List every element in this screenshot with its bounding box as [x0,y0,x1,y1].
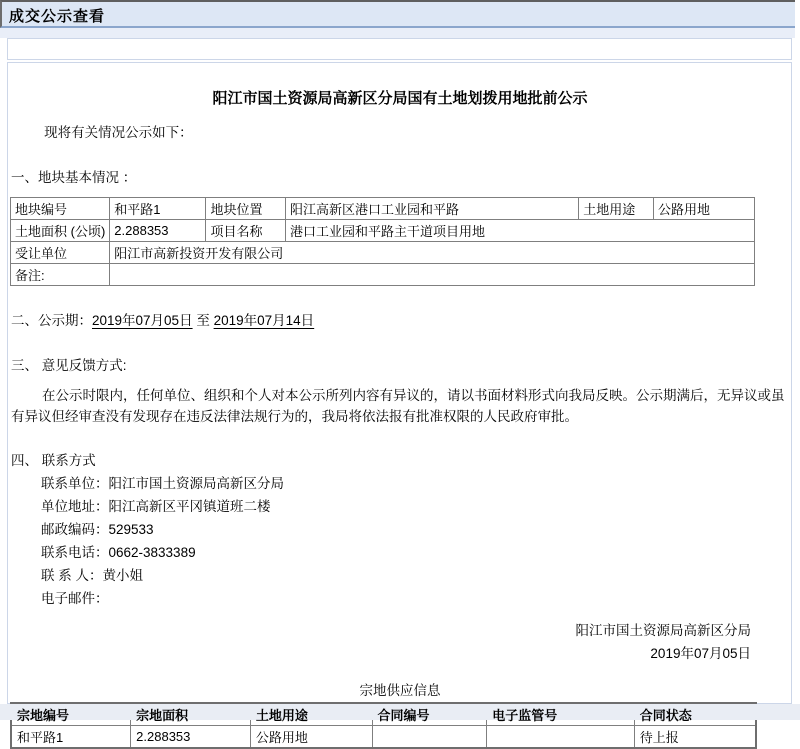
cell-land-use: 公路用地 [250,726,372,749]
publicity-start-date: 2019年07月05日 [92,313,193,328]
parcel-location-value: 阳江高新区港口工业园和平路 [286,198,579,220]
land-use-label: 土地用途 [579,198,654,220]
header-gap-band [0,28,795,38]
feedback-paragraph: 在公示时限内，任何单位、组织和个人对本公示所列内容有异议的，请以书面材料形式向我局反映。公示期满后，无异议或虽有异议但经审查没有发现存在违反法律法规行为的，我局将依法报有批准权限的人民政府审批。 [11,388,785,424]
contact-unit-line: 联系单位：阳江市国土资源局高新区分局 [41,476,284,491]
signature-org: 阳江市国土资源局高新区分局 [575,623,751,638]
phone-line: 联系电话：0662-3833389 [41,545,196,560]
cell-parcel-area: 2.288353 [131,726,251,749]
table-row [11,264,755,286]
table-row [11,242,755,264]
table-row [11,198,755,220]
land-area-value: 2.288353 [110,220,206,242]
parcel-id-value: 和平路1 [110,198,206,220]
land-area-label: 土地面积 (公顷) [11,220,110,242]
supply-info-title: 宗地供应信息 [359,683,441,698]
email-line: 电子邮件： [41,591,109,606]
postal-code-line: 邮政编码：529533 [41,522,154,537]
remarks-value [110,264,755,286]
contact-block [41,472,791,610]
col-contract-status: 合同状态 [634,703,756,726]
contact-person-line: 联 系 人：黄小姐 [41,568,144,583]
document-title: 阳江市国土资源局高新区分局国有土地划拨用地批前公示 [212,90,588,107]
transferee-value: 阳江市高新投资开发有限公司 [110,242,755,264]
publicity-period-label: 二、公示期： [11,313,92,328]
page-title: 成交公示查看 [0,0,795,28]
intro-line: 现将有关情况公示如下： [44,125,193,140]
to-label: 至 [196,313,210,328]
col-esupervision: 电子监管号 [487,703,635,726]
col-parcel-area: 宗地面积 [131,703,251,726]
table-row [11,220,755,242]
publicity-end-date: 2019年07月14日 [213,313,315,328]
cell-contract-status: 待上报 [634,726,756,749]
transferee-label: 受让单位 [11,242,110,264]
section3-heading: 三、 意见反馈方式: [11,358,127,373]
table-row [11,726,756,749]
project-name-value: 港口工业园和平路主干道项目用地 [286,220,755,242]
section2-heading [11,309,791,329]
cell-contract-no [372,726,487,749]
col-parcel-id: 宗地编号 [11,703,131,726]
parcel-info-table [10,197,755,286]
project-name-label: 项目名称 [206,220,286,242]
signature-date: 2019年07月05日 [650,646,751,661]
remarks-label: 备注: [11,264,110,286]
parcel-id-label: 地块编号 [11,198,110,220]
col-contract-no: 合同编号 [372,703,487,726]
section1-heading: 一、地块基本情况 ： [11,170,137,185]
empty-toolbar-strip [7,38,792,60]
contact-address-line: 单位地址：阳江高新区平冈镇道班二楼 [41,499,271,514]
cell-esupervision [487,726,635,749]
announcement-document [7,62,792,745]
col-land-use: 土地用途 [250,703,372,726]
section4-heading: 四、 联系方式 [11,453,96,468]
signature-block [9,619,791,665]
land-use-value: 公路用地 [653,198,754,220]
cell-parcel-id: 和平路1 [11,726,131,749]
parcel-location-label: 地块位置 [206,198,286,220]
